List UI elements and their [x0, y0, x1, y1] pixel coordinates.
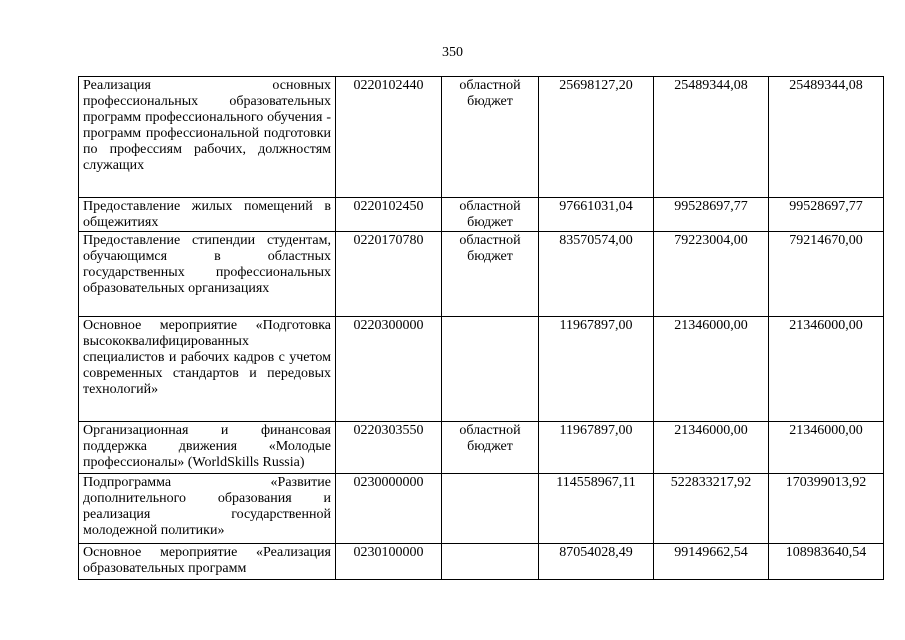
row-value-1: 97661031,04: [539, 198, 654, 232]
row-source: [442, 317, 539, 422]
row-value-3: 108983640,54: [769, 544, 884, 580]
row-value-2: 99528697,77: [654, 198, 769, 232]
row-name: Подпрограмма «Развитие дополнительного образования и реализация государственной молодежной политики»: [79, 474, 336, 544]
row-name: Реализация основных профессиональных образовательных программ профессионального обучения - программ профессиональной подготовки по профессиям рабочих, должностям служащих: [79, 77, 336, 198]
row-code: 0230100000: [336, 544, 442, 580]
row-value-3: 21346000,00: [769, 317, 884, 422]
row-code: 0230000000: [336, 474, 442, 544]
row-source: областной бюджет: [442, 198, 539, 232]
row-name: Основное мероприятие «Подготовка высококвалифицированных специалистов и рабочих кадров с учетом современных стандартов и передовых технологий»: [79, 317, 336, 422]
table-row: [79, 474, 884, 544]
table-row: [79, 77, 884, 198]
row-value-3: 170399013,92: [769, 474, 884, 544]
table-row: [79, 232, 884, 317]
row-value-3: 25489344,08: [769, 77, 884, 198]
table-row: [79, 198, 884, 232]
row-value-2: 21346000,00: [654, 317, 769, 422]
row-value-3: 21346000,00: [769, 422, 884, 474]
page-number: 350: [442, 45, 463, 60]
row-code: 0220102440: [336, 77, 442, 198]
row-source: [442, 544, 539, 580]
row-name: Организационная и финансовая поддержка движения «Молодые профессионалы» (WorldSkills Russia): [79, 422, 336, 474]
row-value-1: 25698127,20: [539, 77, 654, 198]
row-source: областной бюджет: [442, 77, 539, 198]
row-code: 0220303550: [336, 422, 442, 474]
row-code: 0220102450: [336, 198, 442, 232]
row-source: [442, 474, 539, 544]
row-source: областной бюджет: [442, 232, 539, 317]
row-name: Предоставление жилых помещений в общежитиях: [79, 198, 336, 232]
row-value-2: 99149662,54: [654, 544, 769, 580]
row-value-2: 79223004,00: [654, 232, 769, 317]
row-value-2: 25489344,08: [654, 77, 769, 198]
row-code: 0220170780: [336, 232, 442, 317]
row-code: 0220300000: [336, 317, 442, 422]
table-row: [79, 422, 884, 474]
row-value-2: 21346000,00: [654, 422, 769, 474]
row-value-1: 114558967,11: [539, 474, 654, 544]
row-name: Предоставление стипендии студентам, обучающимся в областных государственных профессиональных образовательных организациях: [79, 232, 336, 317]
budget-table: [78, 76, 884, 580]
row-value-1: 11967897,00: [539, 422, 654, 474]
table-row: [79, 317, 884, 422]
row-value-1: 11967897,00: [539, 317, 654, 422]
row-value-2: 522833217,92: [654, 474, 769, 544]
row-source: областной бюджет: [442, 422, 539, 474]
row-value-3: 79214670,00: [769, 232, 884, 317]
row-value-1: 83570574,00: [539, 232, 654, 317]
row-value-1: 87054028,49: [539, 544, 654, 580]
table-row: [79, 544, 884, 580]
row-name: Основное мероприятие «Реализация образовательных программ: [79, 544, 336, 580]
row-value-3: 99528697,77: [769, 198, 884, 232]
